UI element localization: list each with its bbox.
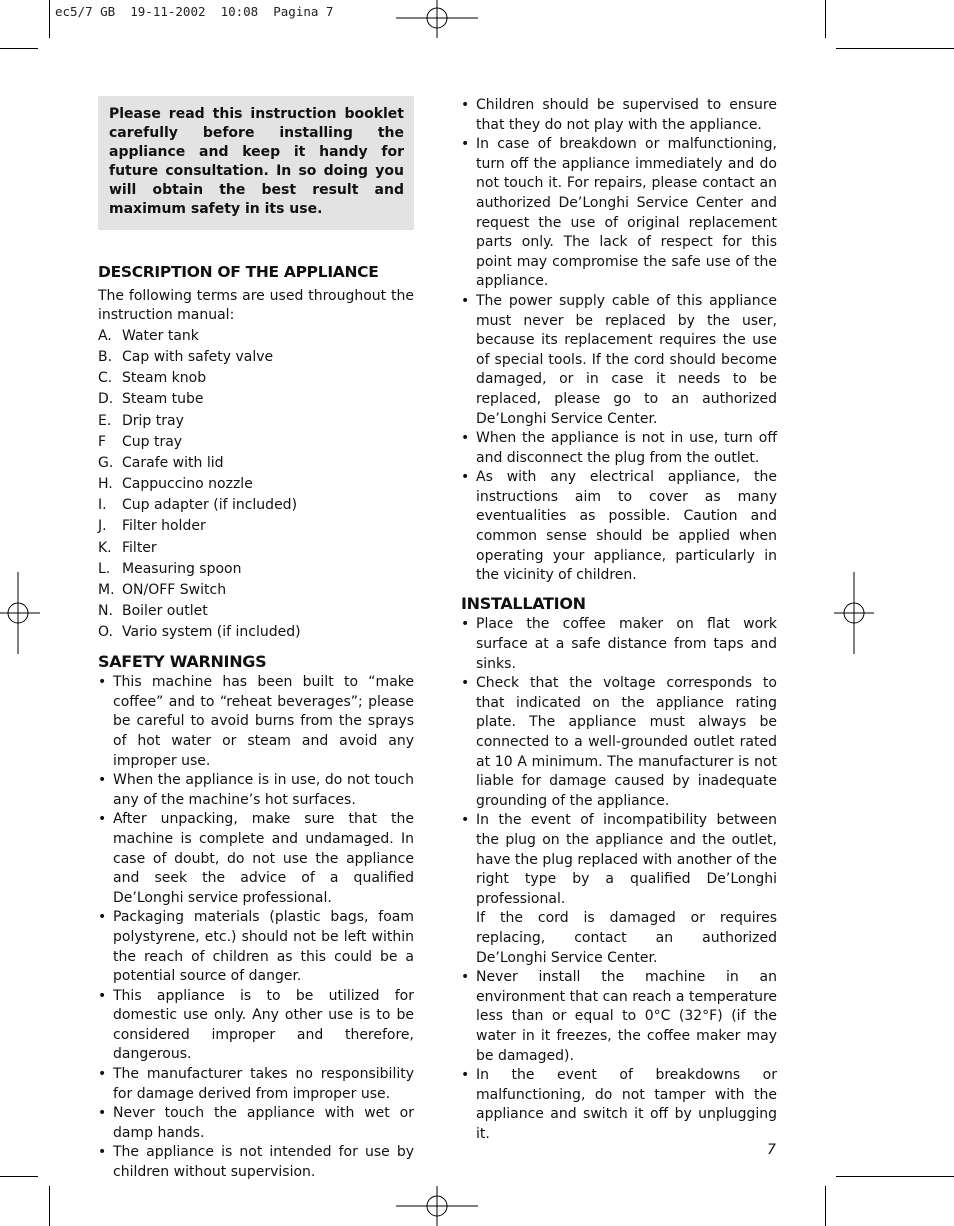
part-letter: L. <box>98 560 111 577</box>
intro-notice: Please read this instruction booklet carefully before installing the appliance and keep it handy for future consultation. In so doing you will obtain the best result and maximum safety in its use. <box>98 96 414 230</box>
safety-item: • This machine has been built to “make coffee” and to “reheat beverages”; please be careful to avoid burns from the sprays of hot water or steam and avoid any improper use. <box>98 674 414 769</box>
print-slug: ec5/7 GB 19-11-2002 10:08 Pagina 7 <box>55 4 334 19</box>
bullet-icon: • <box>461 1067 470 1084</box>
registration-mark-top <box>396 0 478 38</box>
crop-mark-bottom-left-v <box>49 1186 50 1226</box>
parts-list-item <box>98 326 414 347</box>
parts-list-item <box>98 580 414 601</box>
parts-list-item <box>98 432 414 453</box>
crop-mark-top-right-h <box>836 48 954 49</box>
part-letter: H. <box>98 476 113 493</box>
safety-list-left <box>98 673 414 1182</box>
part-label: Carafe with lid <box>122 454 224 471</box>
installation-item: • Never install the machine in an environment that can reach a temperature less than or equal to 0°C (32°F) (if the water in it freezes, the coffee maker may be damaged). <box>461 969 777 1064</box>
part-label: Steam tube <box>122 391 204 408</box>
installation-list <box>461 615 777 1144</box>
description-lead: The following terms are used throughout the instruction manual: <box>98 287 414 324</box>
part-label: Drip tray <box>122 412 184 429</box>
registration-mark-left <box>0 572 40 654</box>
safety-item: • When the appliance is in use, do not touch any of the machine’s hot surfaces. <box>98 772 414 808</box>
crop-mark-top-left-v <box>49 0 50 38</box>
part-label: Vario system (if included) <box>122 624 301 641</box>
part-letter: C. <box>98 370 113 387</box>
safety-item: • As with any electrical appliance, the instructions aim to cover as many eventualities as possible. Caution and common sense should be applied when operating your appliance, particularly in the vicinity of children. <box>461 469 777 584</box>
crop-mark-top-right-v <box>825 0 826 38</box>
left-column <box>98 96 414 1183</box>
parts-list-item <box>98 347 414 368</box>
parts-list <box>98 326 414 644</box>
parts-list-item <box>98 516 414 537</box>
bullet-icon: • <box>461 136 470 153</box>
part-label: Steam knob <box>122 370 207 387</box>
part-letter: F <box>98 433 107 450</box>
safety-item: • The manufacturer takes no responsibility for damage derived from improper use. <box>98 1066 414 1102</box>
bullet-icon: • <box>98 1144 107 1161</box>
registration-mark-bottom <box>396 1186 478 1226</box>
bullet-icon: • <box>98 1066 107 1083</box>
part-letter: G. <box>98 454 114 471</box>
parts-list-item <box>98 495 414 516</box>
part-label: Filter holder <box>122 518 206 535</box>
safety-item: • The power supply cable of this appliance must never be replaced by the user, because its replacement requires the use of special tools. If the cord should become damaged, or in case it needs to be replaced, please go to an authorized De’Longhi Service Center. <box>461 292 777 427</box>
parts-list-item <box>98 368 414 389</box>
bullet-icon: • <box>461 292 470 309</box>
safety-item: • This appliance is to be utilized for domestic use only. Any other use is to be considered improper and therefore, dangerous. <box>98 987 414 1063</box>
safety-heading: SAFETY WARNINGS <box>98 651 267 671</box>
part-label: Cup tray <box>122 433 183 450</box>
installation-heading: INSTALLATION <box>461 593 586 613</box>
part-label: Cap with safety valve <box>122 348 274 365</box>
right-column <box>461 96 777 1144</box>
part-letter: O. <box>98 624 113 641</box>
parts-list-item <box>98 474 414 495</box>
cord-note: If the cord is damaged or requires replacing, contact an authorized De’Longhi Service Center. <box>476 910 777 966</box>
description-heading: DESCRIPTION OF THE APPLIANCE <box>98 263 379 281</box>
part-letter: B. <box>98 348 113 365</box>
parts-list-item <box>98 389 414 410</box>
safety-item: • The appliance is not intended for use by children without supervision. <box>98 1144 414 1181</box>
bullet-icon: • <box>461 469 470 486</box>
bullet-icon: • <box>98 772 107 789</box>
part-label: Filter <box>122 539 157 556</box>
safety-list-right <box>461 96 777 586</box>
bullet-icon: • <box>98 674 107 691</box>
safety-item: • After unpacking, make sure that the machine is complete and undamaged. In case of doubt, do not use the appliance and seek the advice of a qualified De’Longhi service professional. <box>98 811 414 906</box>
part-letter: A. <box>98 327 112 344</box>
parts-list-item <box>98 601 414 622</box>
crop-mark-bottom-right-v <box>825 1186 826 1226</box>
bullet-icon: • <box>461 812 470 829</box>
part-label: Water tank <box>122 327 199 344</box>
part-letter: N. <box>98 603 113 620</box>
parts-list-item <box>98 559 414 580</box>
bullet-icon: • <box>461 616 470 633</box>
bullet-icon: • <box>461 969 470 986</box>
part-label: Boiler outlet <box>122 603 208 620</box>
installation-item: • In the event of incompatibility between the plug on the appliance and the outlet, have the plug replaced with another of the right type by a qualified De’Longhi professional. If the cord is damaged or requires replacing, contact an authorized De’Longhi Service Center. <box>461 812 777 966</box>
part-letter: J. <box>98 518 107 535</box>
bullet-icon: • <box>461 97 470 113</box>
part-label: Cup adapter (if included) <box>122 497 298 514</box>
installation-item: • Place the coffee maker on flat work surface at a safe distance from taps and sinks. <box>461 616 777 672</box>
bullet-icon: • <box>98 811 107 828</box>
part-label: Cappuccino nozzle <box>122 476 253 493</box>
bullet-icon: • <box>98 909 107 926</box>
parts-list-item <box>98 622 414 643</box>
part-letter: M. <box>98 582 115 599</box>
safety-item: • Never touch the appliance with wet or damp hands. <box>98 1105 414 1141</box>
part-letter: D. <box>98 391 114 408</box>
installation-item: • Check that the voltage corresponds to that indicated on the appliance rating plate. The appliance must always be connected to a well-grounded outlet rated at 10 A minimum. The manufacturer is not liable for damage caused by inadequate grounding of the appliance. <box>461 675 777 809</box>
safety-item: • When the appliance is not in use, turn off and disconnect the plug from the outlet. <box>461 430 777 466</box>
safety-item: • Children should be supervised to ensure that they do not play with the appliance. <box>461 97 777 133</box>
part-label: Measuring spoon <box>122 560 242 577</box>
safety-item: • In case of breakdown or malfunctioning, turn off the appliance immediately and do not touch it. For repairs, please contact an authorized De’Longhi Service Center and request the use of original replacement parts only. The lack of respect for this point may compromise the safe use of the appliance. <box>461 136 777 290</box>
parts-list-item <box>98 453 414 474</box>
bullet-icon: • <box>461 430 470 447</box>
parts-list-item <box>98 538 414 559</box>
installation-item: • In the event of breakdowns or malfunctioning, do not tamper with the appliance and switch it off by unplugging it. <box>461 1067 777 1142</box>
part-letter: E. <box>98 412 112 429</box>
bullet-icon: • <box>461 675 470 692</box>
part-letter: I. <box>98 497 107 514</box>
bullet-icon: • <box>98 1105 107 1122</box>
part-letter: K. <box>98 539 112 556</box>
part-label: ON/OFF Switch <box>122 582 227 599</box>
crop-mark-top-left-h <box>0 48 38 49</box>
parts-list-item <box>98 411 414 432</box>
crop-mark-bottom-right-h <box>836 1176 954 1177</box>
safety-item: • Packaging materials (plastic bags, foam polystyrene, etc.) should not be left within the reach of children as this could be a potential source of danger. <box>98 909 414 985</box>
page-number: 7 <box>767 1142 776 1158</box>
crop-mark-bottom-left-h <box>0 1176 38 1177</box>
bullet-icon: • <box>98 987 107 1004</box>
registration-mark-right <box>834 572 874 654</box>
